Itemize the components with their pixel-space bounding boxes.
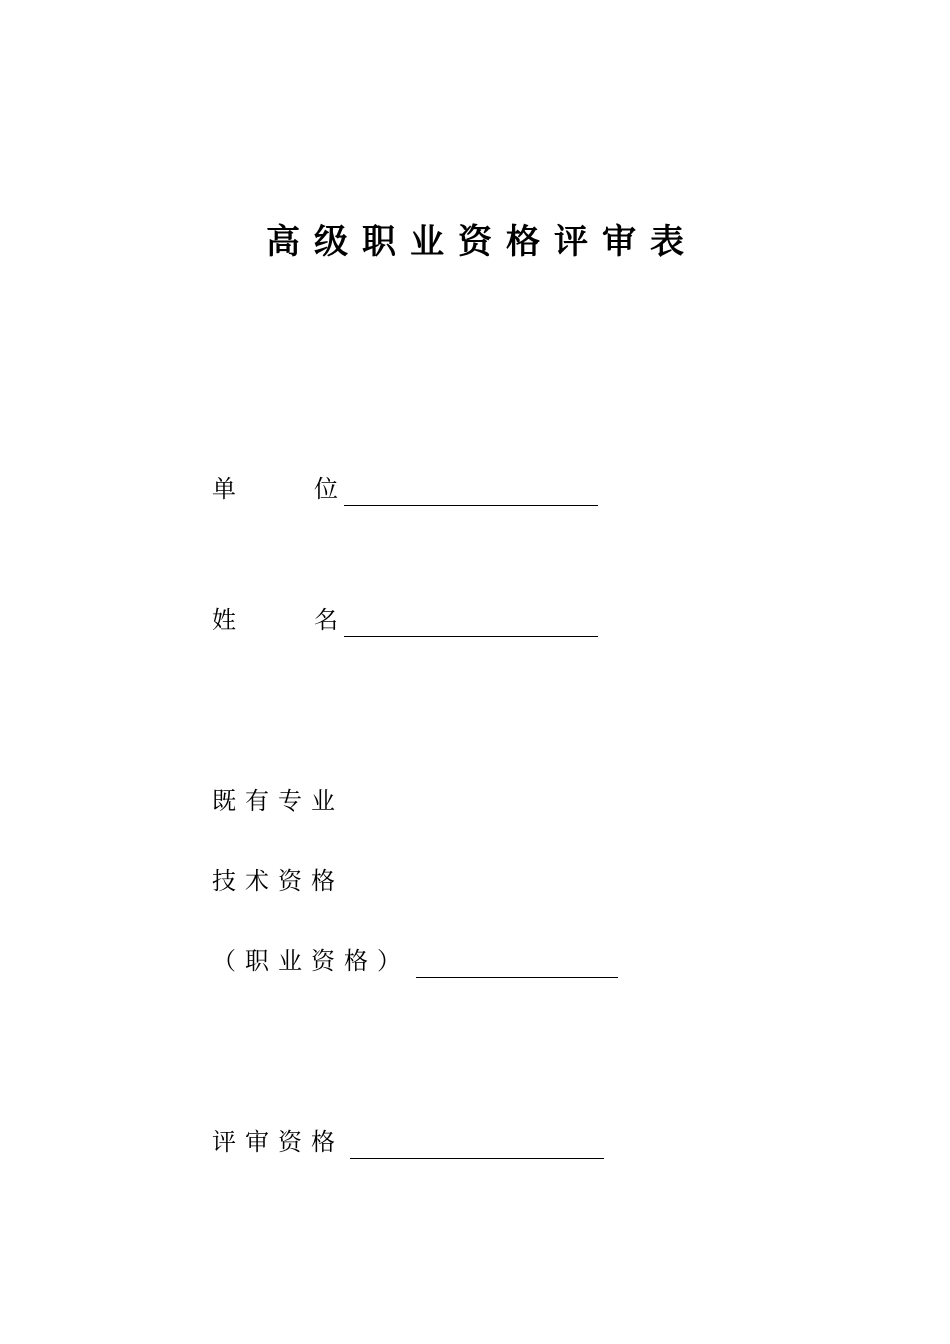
tech-qualification-field [212,864,344,898]
name-field [212,603,598,637]
tech-qualification-label: 技术资格 [212,867,344,895]
review-qualification-field [212,1125,604,1159]
name-blank-line[interactable] [344,606,598,637]
review-qualification-label: 评审资格 [212,1128,344,1156]
vocational-qualification-blank-line[interactable] [416,947,618,978]
review-qualification-blank-line[interactable] [350,1128,604,1159]
unit-label: 单 位 [212,475,338,503]
unit-field [212,472,598,506]
existing-major-label: 既有专业 [212,787,344,815]
vocational-qualification-field [212,944,618,978]
page-title: 高级职业资格评审表 [266,222,698,262]
name-label: 姓 名 [212,606,338,634]
existing-major-field [212,784,344,818]
unit-blank-line[interactable] [344,475,598,506]
vocational-qualification-label: （职业资格） [212,947,410,975]
